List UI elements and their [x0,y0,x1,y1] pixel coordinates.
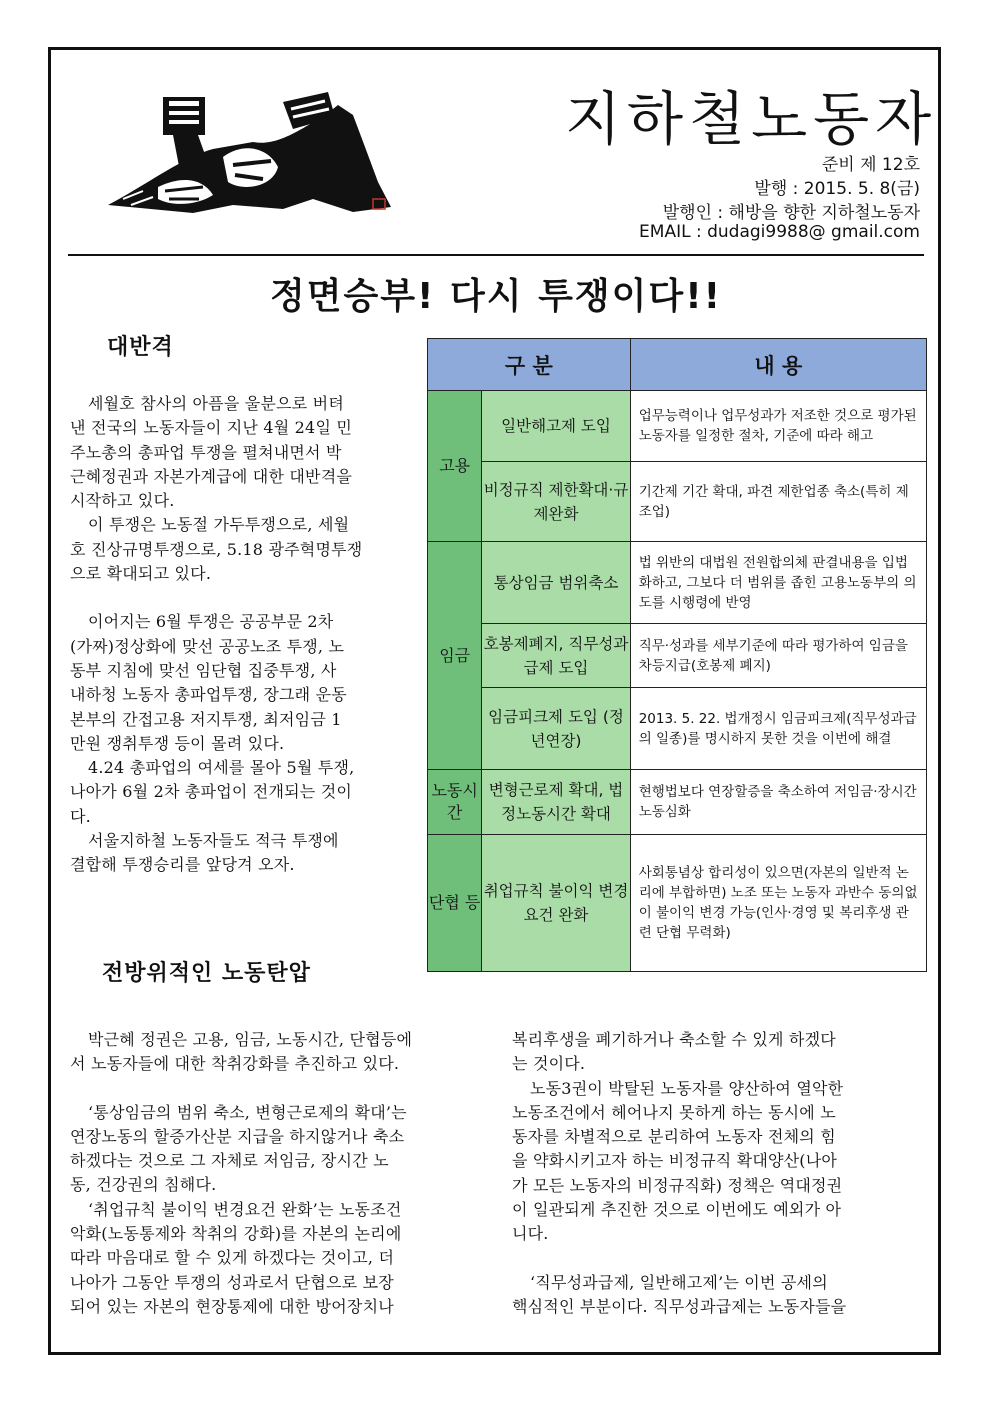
body-line: 시작하고 있다. [70,491,175,511]
body-line: 이 투쟁은 노동절 가두투쟁으로, 세월 [88,515,350,535]
table-header-content: 내 용 [630,339,926,391]
body-line: 박근혜 정권은 고용, 임금, 노동시간, 단협등에 [88,1030,413,1049]
newsletter-title: 지하철노동자 [565,85,938,153]
body-line: 이 일관되게 추진한 것으로 이번에도 예외가 아 [512,1200,842,1220]
body-line: 하겠다는 것으로 그 자체로 저임금, 장시간 노 [70,1151,389,1171]
table-item: 변형근로제 확대, 법정노동시간 확대 [482,770,630,835]
body-line: 나아가 6월 2차 총파업이 전개되는 것이 [70,782,353,802]
table-item: 비정규직 제한확대·규제완화 [482,462,630,542]
publish-date: 발행 : 2015. 5. 8(금) [754,179,920,199]
table-header-category: 구 분 [428,339,631,391]
body-line: 낸 전국의 노동자들이 지난 4월 24일 민 [70,418,353,438]
table-desc: 업무능력이나 업무성과가 저조한 것으로 평가된 노동자를 일정한 절차, 기준에 따라 해고 [630,391,926,462]
body-line: 악화(노동통제와 착취의 강화)를 자본의 논리에 [70,1224,402,1244]
body-line: 가 모든 노동자의 비정규직화) 정책은 역대정권 [512,1175,843,1195]
body-line: 복리후생을 폐기하거나 축소할 수 있게 하겠다 [512,1030,836,1049]
body-line: 세월호 참사의 아픔을 울분으로 버텨 [88,394,344,413]
body-line: 노동조건에서 헤어나지 못하게 하는 동시에 노 [512,1102,836,1122]
category-employment: 고용 [428,391,482,542]
body-line: 핵심적인 부분이다. 직무성과급제는 노동자들을 [512,1296,847,1316]
table-item: 통상임금 범위축소 [482,542,630,624]
body-line: 서 노동자들에 대한 착취강화를 추진하고 있다. [70,1054,400,1074]
section2-heading: 전방위적인 노동탄압 [102,961,311,986]
category-working-hours: 노동시간 [428,770,482,835]
headline: 정면승부! 다시 투쟁이다!! [269,276,723,317]
table-desc: 현행법보다 연장할증을 축소하여 저임금·장시간 노동심화 [630,770,926,835]
body-line: 연장노동의 할증가산분 지급을 하지않거나 축소 [70,1126,405,1146]
table-item: 취업규칙 불이익 변경요건 완화 [482,835,630,972]
body-line: 동자를 차별적으로 분리하여 노동자 전체의 힘 [512,1127,836,1147]
body-line: 노동3권이 박탈된 노동자를 양산하여 열악한 [530,1078,844,1098]
body-line: 는 것이다. [512,1054,586,1074]
body-line [70,586,412,610]
table-desc: 법 위반의 대법원 전원합의체 판결내용을 입법화하고, 그보다 더 범위를 좁힌 고용노동부의 의도를 시행령에 반영 [630,542,926,624]
section2-left-column [70,1028,478,1319]
body-line: 이어지는 6월 투쟁은 공공부문 2차 [88,612,334,632]
body-line: 호 진상규명투쟁으로, 5.18 광주혁명투쟁 [70,539,363,559]
body-line: ‘취업규칙 불이익 변경요건 완화’는 노동조건 [88,1199,402,1219]
body-line: 으로 확대되고 있다. [70,564,212,584]
section1-body [70,392,412,878]
body-line: 내하청 노동자 총파업투쟁, 장그래 운동 [70,685,347,705]
table-desc: 직무·성과를 세부기준에 따라 평가하여 임금을 차등지급(호봉제 폐지) [630,624,926,688]
table-item: 임금피크제 도입 (정년연장) [482,688,630,770]
body-line: ‘직무성과급제, 일반해고제’는 이번 공세의 [530,1272,828,1292]
body-line: 다. [70,806,91,826]
body-line: 동부 지침에 맞선 임단협 집중투쟁, 사 [70,660,337,680]
body-line [512,1247,920,1271]
body-line: 되어 있는 자본의 현장통제에 대한 방어장치나 [70,1296,394,1316]
category-collective-agreement: 단협 등 [428,835,482,972]
table-item: 호봉제폐지, 직무성과급제 도입 [482,624,630,688]
body-line: (가짜)정상화에 맞선 공공노조 투쟁, 노 [70,636,345,656]
body-line: 결합해 투쟁승리를 앞당겨 오자. [70,855,295,875]
body-line: ‘통상임금의 범위 축소, 변형근로제의 확대’는 [88,1102,407,1122]
body-line: 나아가 그동안 투쟁의 성과로서 단협으로 보장 [70,1272,394,1292]
body-line: 본부의 간접고용 저지투쟁, 최저임금 1 [70,709,342,729]
body-line: 동, 건강권의 침해다. [70,1175,217,1195]
table-desc: 사회통념상 합리성이 있으면(자본의 일반적 논리에 부합하면) 노조 또는 노동자 과반수 동의없이 불이익 변경 가능(인사·경영 및 복리후생 관련 단협 무력화) [630,835,926,972]
raised-fist-logo [103,87,395,219]
section2-right-column [512,1028,920,1319]
table-desc: 2013. 5. 22. 법개정시 임금피크제(직무성과급의 일종)를 명시하지 못한 것을 이번에 해결 [630,688,926,770]
issue-number: 준비 제 12호 [821,155,920,175]
contact-email: EMAIL : dudagi9988@ gmail.com [639,222,920,242]
body-line: 주노총의 총파업 투쟁을 펼쳐내면서 박 [70,442,342,462]
table-desc: 기간제 기간 확대, 파견 제한업종 축소(특히 제조업) [630,462,926,542]
section1-heading: 대반격 [107,335,174,360]
category-wage: 임금 [428,542,482,770]
body-line: 을 약화시키고자 하는 비정규직 확대양산(나아 [512,1151,838,1171]
body-line [70,1077,478,1101]
table-item: 일반해고제 도입 [482,391,630,462]
publisher: 발행인 : 해방을 향한 지하철노동자 [662,203,920,223]
body-line: 니다. [512,1224,549,1244]
body-line: 따라 마음대로 할 수 있게 하겠다는 것이고, 더 [70,1248,395,1268]
header-divider [68,254,924,256]
policy-table [427,338,927,972]
body-line: 근혜정권과 자본가계급에 대한 대반격을 [70,466,353,486]
body-line: 서울지하철 노동자들도 적극 투쟁에 [88,831,339,851]
body-line: 만원 쟁취투쟁 등이 몰려 있다. [70,733,285,753]
body-line: 4.24 총파업의 여세를 몰아 5월 투쟁, [88,758,355,778]
